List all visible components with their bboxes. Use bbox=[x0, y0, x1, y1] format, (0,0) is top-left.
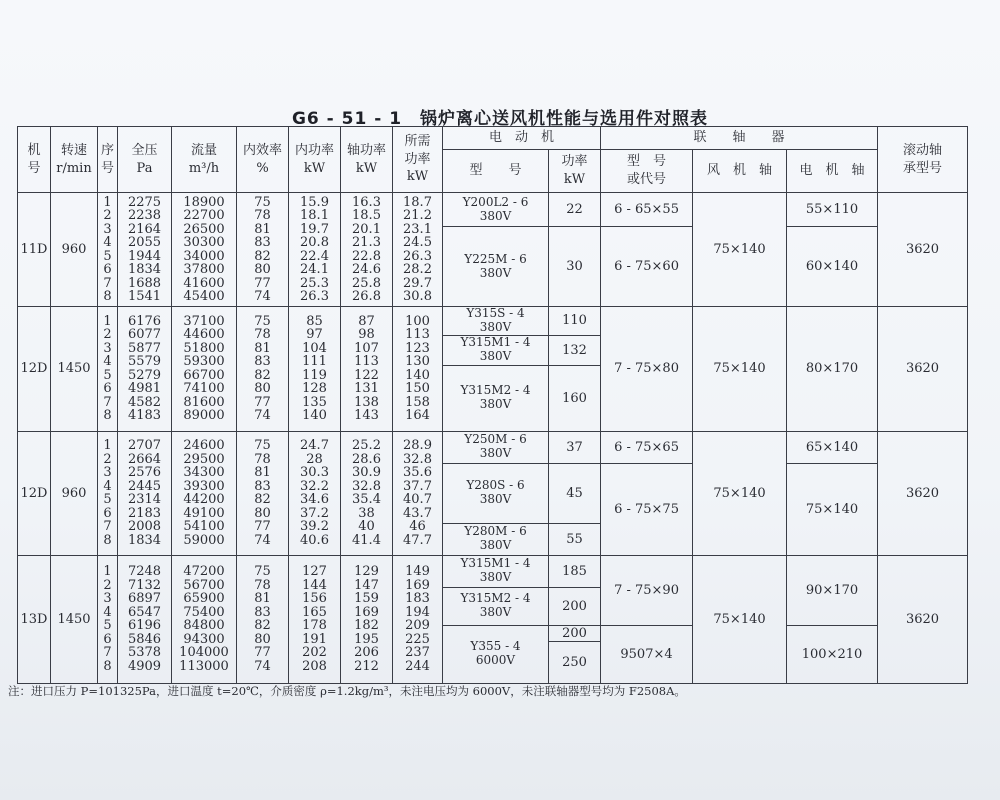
motor-model: Y225M - 6 380V bbox=[443, 227, 549, 307]
liuliang-list: 24600 29500 34300 39300 44200 49100 54100 59000 bbox=[172, 431, 237, 555]
header-row-1 bbox=[18, 127, 968, 150]
motor-model: Y250M - 6 380V bbox=[443, 431, 549, 463]
seq-list: 1 2 3 4 5 6 7 8 bbox=[98, 193, 118, 307]
suoxu-list: 18.7 21.2 23.1 24.5 26.3 28.2 29.7 30.8 bbox=[393, 193, 443, 307]
coupling-model: 6 - 65×55 bbox=[601, 193, 693, 227]
liuliang-list: 37100 44600 51800 59300 66700 74100 81600 89000 bbox=[172, 307, 237, 432]
header-gonglv: 功率 kW bbox=[549, 150, 601, 193]
neigonglv-list: 24.7 28 30.3 32.2 34.6 37.2 39.2 40.6 bbox=[289, 431, 341, 555]
quanya-list: 2707 2664 2576 2445 2314 2183 2008 1834 bbox=[118, 431, 172, 555]
table-title: G6 - 51 - 1 锅炉离心送风机性能与选用件对照表 bbox=[291, 109, 709, 129]
motor-power: 200 bbox=[549, 587, 601, 625]
motor-model: Y315M2 - 4 380V bbox=[443, 587, 549, 625]
performance-table bbox=[17, 126, 968, 684]
motor-model: Y200L2 - 6 380V bbox=[443, 193, 549, 227]
zhougonglv-list: 87 98 107 113 122 131 138 143 bbox=[341, 307, 393, 432]
coupling-model: 6 - 75×75 bbox=[601, 463, 693, 555]
header-xinghao-daihao: 型 号 或代号 bbox=[601, 150, 693, 193]
motor-shaft: 100×210 bbox=[787, 625, 878, 683]
bearing-model: 3620 bbox=[878, 307, 968, 432]
motor-shaft: 90×170 bbox=[787, 555, 878, 625]
motor-power: 185 bbox=[549, 555, 601, 587]
coupling-model: 7 - 75×90 bbox=[601, 555, 693, 625]
neixiaolv-list: 75 78 81 83 82 80 77 74 bbox=[237, 307, 289, 432]
neixiaolv-list: 75 78 81 83 82 80 77 74 bbox=[237, 555, 289, 683]
zhuansu-cell: 1450 bbox=[51, 307, 98, 432]
zhuansu-cell: 960 bbox=[51, 193, 98, 307]
motor-shaft: 55×110 bbox=[787, 193, 878, 227]
motor-power: 110 bbox=[549, 307, 601, 336]
motor-model: Y315M1 - 4 380V bbox=[443, 335, 549, 365]
header-jihao: 机 号 bbox=[18, 127, 51, 193]
motor-shaft: 65×140 bbox=[787, 431, 878, 463]
group-row bbox=[18, 555, 968, 587]
bearing-model: 3620 bbox=[878, 431, 968, 555]
coupling-model: 6 - 75×65 bbox=[601, 431, 693, 463]
header-xinghao: 型 号 bbox=[443, 150, 549, 193]
liuliang-list: 18900 22700 26500 30300 34000 37800 41600 45400 bbox=[172, 193, 237, 307]
motor-power: 250 bbox=[549, 641, 601, 683]
header-fengjizhou: 风 机 轴 bbox=[693, 150, 787, 193]
motor-power: 30 bbox=[549, 227, 601, 307]
motor-power: 160 bbox=[549, 365, 601, 431]
fan-shaft: 75×140 bbox=[693, 193, 787, 307]
header-xuhao: 序 号 bbox=[98, 127, 118, 193]
motor-power: 55 bbox=[549, 523, 601, 555]
motor-model: Y280S - 6 380V bbox=[443, 463, 549, 523]
motor-shaft: 80×170 bbox=[787, 307, 878, 432]
group-row bbox=[18, 193, 968, 227]
header-zhougonglv: 轴功率 kW bbox=[341, 127, 393, 193]
header-liuliang: 流量 m³/h bbox=[172, 127, 237, 193]
fan-shaft: 75×140 bbox=[693, 555, 787, 683]
motor-power: 22 bbox=[549, 193, 601, 227]
neixiaolv-list: 75 78 81 83 82 80 77 74 bbox=[237, 431, 289, 555]
bearing-model: 3620 bbox=[878, 555, 968, 683]
quanya-list: 2275 2238 2164 2055 1944 1834 1688 1541 bbox=[118, 193, 172, 307]
motor-model: Y355 - 4 6000V bbox=[443, 625, 549, 683]
motor-model: Y315S - 4 380V bbox=[443, 307, 549, 336]
suoxu-list: 28.9 32.8 35.6 37.7 40.7 43.7 46 47.7 bbox=[393, 431, 443, 555]
coupling-model: 6 - 75×60 bbox=[601, 227, 693, 307]
coupling-model: 9507×4 bbox=[601, 625, 693, 683]
coupling-model: 7 - 75×80 bbox=[601, 307, 693, 432]
zhougonglv-list: 129 147 159 169 182 195 206 212 bbox=[341, 555, 393, 683]
group-row bbox=[18, 307, 968, 336]
seq-list: 1 2 3 4 5 6 7 8 bbox=[98, 555, 118, 683]
suoxu-list: 149 169 183 194 209 225 237 244 bbox=[393, 555, 443, 683]
header-lianzhouqi: 联 轴 器 bbox=[601, 127, 878, 150]
header-gundong: 滚动轴 承型号 bbox=[878, 127, 968, 193]
jihao-cell: 11D bbox=[18, 193, 51, 307]
header-neigonglv: 内功率 kW bbox=[289, 127, 341, 193]
footnote: 注：进口压力 P=101325Pa，进口温度 t=20℃，介质密度 ρ=1.2kg/m³，未注电压均为 6000V，未注联轴器型号均为 F2508A。 bbox=[8, 684, 686, 698]
bearing-model: 3620 bbox=[878, 193, 968, 307]
jihao-cell: 12D bbox=[18, 431, 51, 555]
jihao-cell: 13D bbox=[18, 555, 51, 683]
quanya-list: 7248 7132 6897 6547 6196 5846 5378 4909 bbox=[118, 555, 172, 683]
zhougonglv-list: 25.2 28.6 30.9 32.8 35.4 38 40 41.4 bbox=[341, 431, 393, 555]
header-neixiaolv: 内效率 % bbox=[237, 127, 289, 193]
motor-power: 45 bbox=[549, 463, 601, 523]
header-suoxu: 所需 功率 kW bbox=[393, 127, 443, 193]
liuliang-list: 47200 56700 65900 75400 84800 94300 104000 113000 bbox=[172, 555, 237, 683]
fan-shaft: 75×140 bbox=[693, 307, 787, 432]
quanya-list: 6176 6077 5877 5579 5279 4981 4582 4183 bbox=[118, 307, 172, 432]
fan-shaft: 75×140 bbox=[693, 431, 787, 555]
motor-model: Y315M1 - 4 380V bbox=[443, 555, 549, 587]
header-diandongji: 电 动 机 bbox=[443, 127, 601, 150]
motor-model: Y280M - 6 380V bbox=[443, 523, 549, 555]
neigonglv-list: 15.9 18.1 19.7 20.8 22.4 24.1 25.3 26.3 bbox=[289, 193, 341, 307]
group-row bbox=[18, 431, 968, 463]
motor-power: 37 bbox=[549, 431, 601, 463]
neixiaolv-list: 75 78 81 83 82 80 77 74 bbox=[237, 193, 289, 307]
header-zhuansu: 转速 r/min bbox=[51, 127, 98, 193]
header-quanya: 全压 Pa bbox=[118, 127, 172, 193]
zhuansu-cell: 960 bbox=[51, 431, 98, 555]
seq-list: 1 2 3 4 5 6 7 8 bbox=[98, 431, 118, 555]
neigonglv-list: 127 144 156 165 178 191 202 208 bbox=[289, 555, 341, 683]
suoxu-list: 100 113 123 130 140 150 158 164 bbox=[393, 307, 443, 432]
motor-shaft: 75×140 bbox=[787, 463, 878, 555]
header-dianjizhou: 电 机 轴 bbox=[787, 150, 878, 193]
zhuansu-cell: 1450 bbox=[51, 555, 98, 683]
seq-list: 1 2 3 4 5 6 7 8 bbox=[98, 307, 118, 432]
zhougonglv-list: 16.3 18.5 20.1 21.3 22.8 24.6 25.8 26.8 bbox=[341, 193, 393, 307]
motor-shaft: 60×140 bbox=[787, 227, 878, 307]
motor-model: Y315M2 - 4 380V bbox=[443, 365, 549, 431]
motor-power: 200 bbox=[549, 625, 601, 641]
jihao-cell: 12D bbox=[18, 307, 51, 432]
neigonglv-list: 85 97 104 111 119 128 135 140 bbox=[289, 307, 341, 432]
motor-power: 132 bbox=[549, 335, 601, 365]
